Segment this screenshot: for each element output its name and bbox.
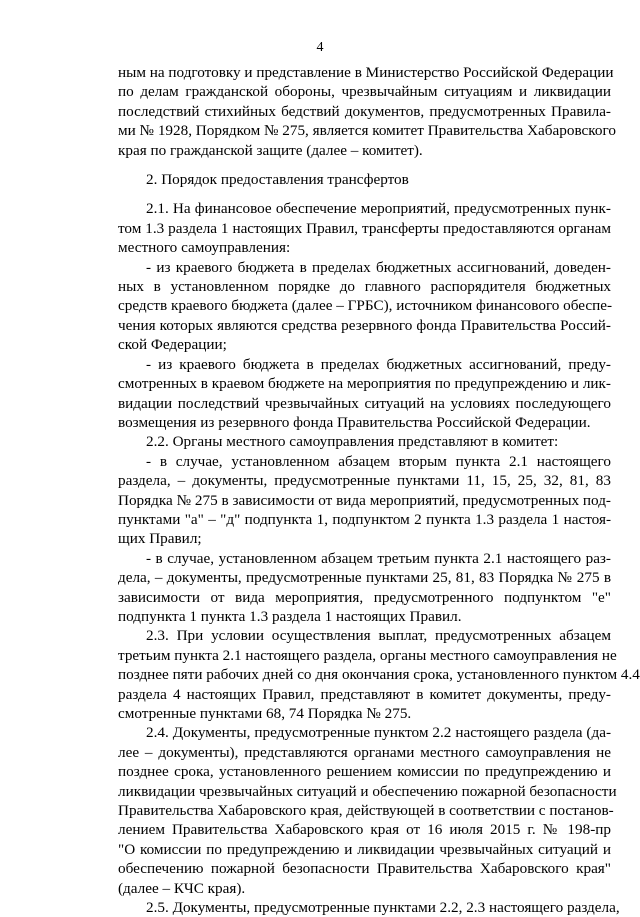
text-line: зависимости от вида мероприятия, предусмотренного подпунктом "е"	[118, 588, 611, 606]
text-line: 2.4. Документы, предусмотренные пунктом 2.2 настоящего раздела (да-	[146, 724, 611, 742]
text-line: смотренные пунктами 68, 74 Порядка № 275.	[118, 705, 412, 722]
text-line: 2.5. Документы, предусмотренные пунктами 2.2, 2.3 настоящего раздела,	[146, 899, 620, 917]
text-line: ным на подготовку и представление в Министерство Российской Федерации	[118, 64, 614, 81]
text-line: - в случае, установленном абзацем вторым пункта 2.1 настоящего	[146, 452, 611, 470]
text-line: 2.2. Органы местного самоуправления представляют в комитет:	[146, 433, 559, 451]
text-line: ми № 1928, Порядком № 275, является комитет Правительства Хабаровского	[118, 122, 616, 140]
text-line: по делам гражданской обороны, чрезвычайным ситуациям и ликвидации	[118, 83, 611, 101]
text-line: возмещения из резервного фонда Правительства Российской Федерации.	[118, 413, 591, 431]
text-line: 2. Порядок предоставления трансфертов	[146, 171, 409, 189]
paragraph-gap	[118, 160, 611, 170]
text-line: позднее срока, установленного решением комиссии по предупреждению и	[118, 763, 611, 781]
text-line: том 1.3 раздела 1 настоящих Правил, трансферты предоставляются органам	[118, 219, 611, 237]
text-line: позднее пяти рабочих дней со дня окончания срока, установленного пунктом 4.4	[118, 666, 640, 684]
text-line: чения которых являются средства резервного фонда Правительства Россий-	[118, 316, 611, 334]
text-line: средств краевого бюджета (далее – ГРБС), источником финансового обеспе-	[118, 297, 613, 315]
text-line: - в случае, установленном абзацем третьим пункта 2.1 настоящего раз-	[146, 549, 611, 567]
text-line: видации последствий чрезвычайных ситуаций на условиях последующего	[118, 394, 611, 412]
text-line: - из краевого бюджета в пределах бюджетных ассигнований, преду-	[146, 355, 611, 373]
text-line: 2.1. На финансовое обеспечение мероприятий, предусмотренных пунк-	[146, 200, 611, 218]
text-line: ской Федерации;	[118, 336, 227, 354]
text-line: пунктами "а" – "д" подпункта 1, подпунктом 2 пункта 1.3 раздела 1 настоя-	[118, 510, 611, 528]
text-line: подпункта 1 пункта 1.3 раздела 1 настоящих Правил.	[118, 607, 462, 625]
text-line: "О комиссии по предупреждению и ликвидации чрезвычайных ситуаций и	[118, 840, 611, 858]
text-line: Правительства Хабаровского края, действующей в соответствии с постанов-	[118, 802, 614, 820]
page-number: 4	[316, 40, 324, 55]
text-line: дела, – документы, предусмотренные пунктами 25, 81, 83 Порядка № 275 в	[118, 569, 611, 587]
text-line: 2.3. При условии осуществления выплат, предусмотренных абзацем	[146, 627, 611, 645]
text-line: раздела 4 настоящих Правил, представляют в комитет документы, преду-	[118, 685, 611, 703]
text-line: раздела, – документы, предусмотренные пунктами 11, 15, 25, 32, 81, 83	[118, 472, 611, 490]
text-line: местного самоуправления:	[118, 239, 291, 257]
text-line: - из краевого бюджета в пределах бюджетных ассигнований, доведен-	[146, 258, 611, 276]
document-body	[118, 63, 640, 917]
text-line: смотренных в краевом бюджете на мероприятия по предупреждению и лик-	[118, 375, 611, 393]
text-line: ликвидации чрезвычайных ситуаций и обеспечению пожарной безопасности	[118, 782, 617, 800]
text-line: края по гражданской защите (далее – комитет).	[118, 141, 423, 159]
text-line: (далее – КЧС края).	[118, 879, 246, 897]
text-line: обеспечению пожарной безопасности Правительства Хабаровского края"	[118, 860, 611, 878]
text-line: ных в установленном порядке до главного распорядителя бюджетных	[118, 278, 611, 296]
text-line: последствий стихийных бедствий документов, предусмотренных Правила-	[118, 102, 611, 120]
text-line: Порядка № 275 в зависимости от вида мероприятий, предусмотренных под-	[118, 491, 611, 509]
text-line: лением Правительства Хабаровского края от 16 июля 2015 г. № 198-пр	[118, 821, 611, 839]
text-line: лее – документы), представляются органами местного самоуправления не	[118, 743, 611, 761]
paragraph-gap	[118, 189, 611, 199]
text-line: третьим пункта 2.1 настоящего раздела, органы местного самоуправления не	[118, 646, 617, 664]
text-line: щих Правил;	[118, 530, 202, 548]
